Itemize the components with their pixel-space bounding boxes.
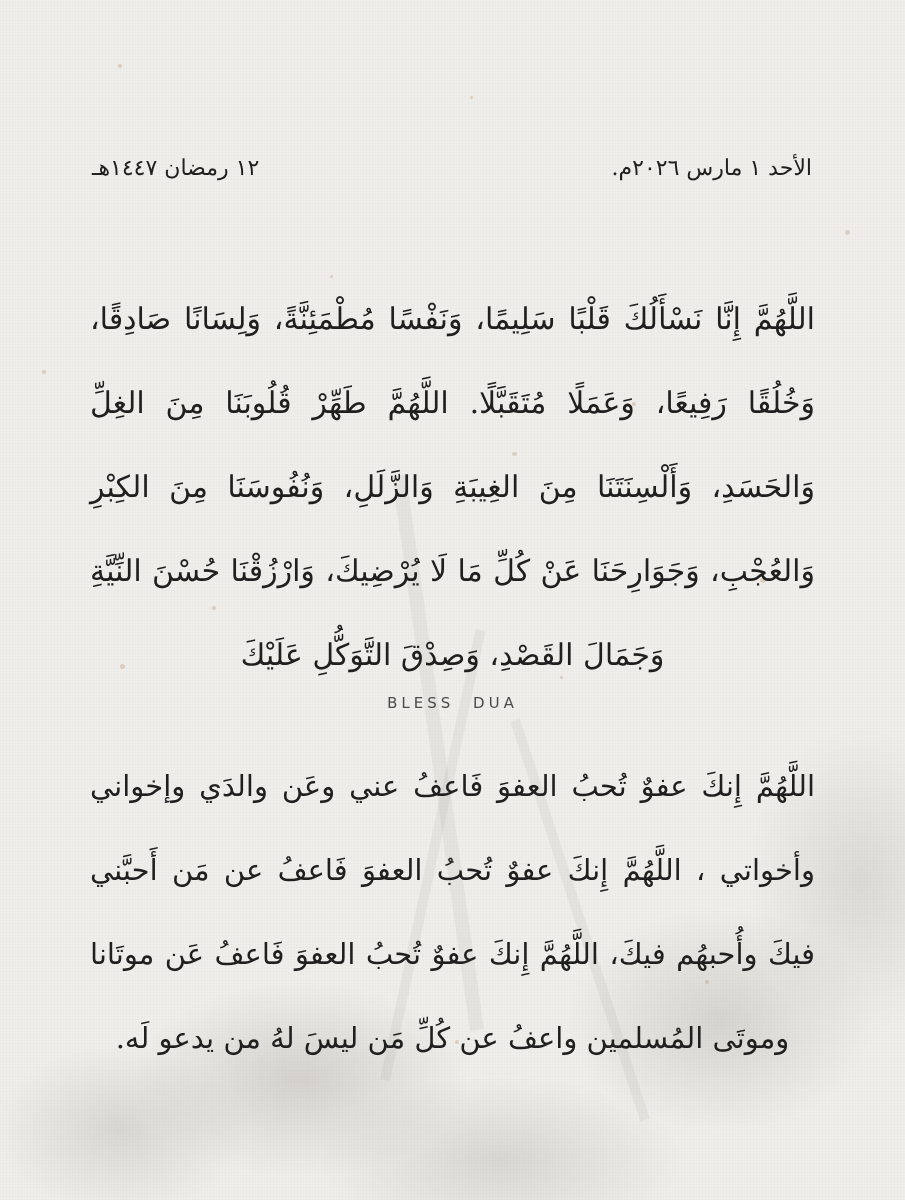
dua-text-first: اللَّهُمَّ إِنَّا نَسْأَلُكَ قَلْبًا سَلِيمًا، وَنَفْسًا مُطْمَئِنَّةً، وَلِسَانًا صَادِقًا، وَخُلُقًا رَفِيعًا، وَعَمَلًا مُتَقَبَّلًا. اللَّهُمَّ طَهِّرْ قُلُوبَنَا مِنَ الغِلِّ وَالحَسَدِ، وَأَلْسِنَتَنَا مِنَ الغِيبَةِ وَالزَّلَلِ، وَنُفُوسَنَا مِنَ الكِبْرِ وَالعُجْبِ، وَجَوَارِحَنَا عَنْ كُلِّ مَا لَا يُرْضِيكَ، وَارْزُقْنَا حُسْنَ النِّيَّةِ وَجَمَالَ القَصْدِ، وَصِدْقَ التَّوَكُّلِ عَلَيْكَ bbox=[90, 302, 815, 673]
paper-speck bbox=[42, 370, 46, 374]
hijri-date: ١٢ رمضان ١٤٤٧هـ bbox=[92, 156, 260, 181]
date-header bbox=[92, 156, 812, 196]
paper-speck bbox=[470, 96, 473, 99]
dua-text-second: اللَّهُمَّ إِنكَ عفوٌ تُحبُ العفوَ فَاعفُ عني وعَن والدَي وإخواني وأخواتي ، اللَّهُمَّ إِنكَ عفوٌ تُحبُ العفوَ فَاعفُ عن مَن أَحبَّني فيكَ وأُحبهُم فيكَ، اللَّهُمَّ إِنكَ عفوٌ تُحبُ العفوَ فَاعفُ عَن موتَانا وموتَى المُسلمين واعفُ عن كُلِّ مَن ليسَ لهُ من يدعو لَه. bbox=[90, 769, 815, 1055]
paper-speck bbox=[845, 230, 850, 235]
section-heading: BLESS DUA bbox=[387, 694, 518, 712]
gregorian-date: الأحد ١ مارس ٢٠٢٦م. bbox=[611, 156, 812, 181]
paper-speck bbox=[118, 64, 122, 68]
